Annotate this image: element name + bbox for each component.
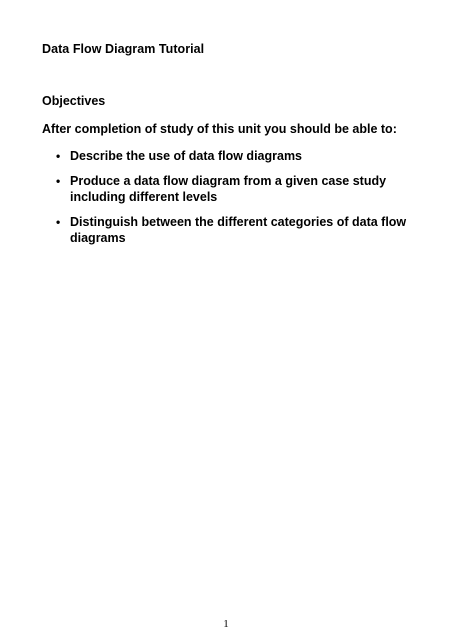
section-heading-objectives: Objectives <box>42 94 106 108</box>
objective-item <box>54 148 424 164</box>
objective-item <box>54 214 424 246</box>
page-number: 1 <box>223 618 229 630</box>
objective-item <box>54 173 424 205</box>
bullet-icon: • <box>56 174 61 188</box>
objectives-list <box>54 148 424 255</box>
objectives-intro: After completion of study of this unit you should be able to: <box>42 122 397 136</box>
objective-text: Distinguish between the different categories of data flow diagrams <box>70 215 407 245</box>
objective-text: Describe the use of data flow diagrams <box>70 149 303 163</box>
bullet-icon: • <box>56 149 61 163</box>
document-title: Data Flow Diagram Tutorial <box>42 42 205 56</box>
objective-text: Produce a data flow diagram from a given case study including different levels <box>70 174 387 204</box>
bullet-icon: • <box>56 215 61 229</box>
